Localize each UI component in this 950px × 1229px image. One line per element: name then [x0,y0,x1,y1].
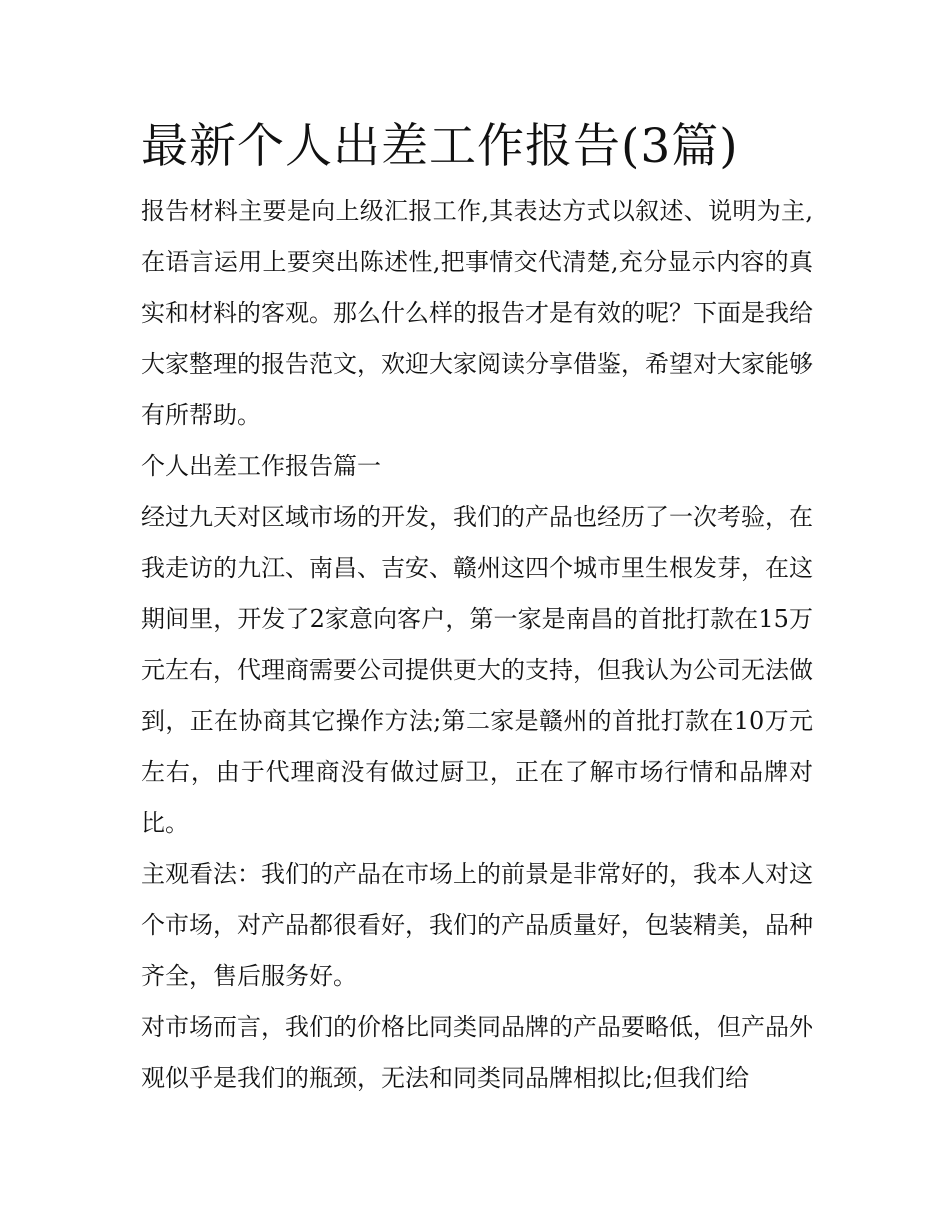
document-body [141,118,813,1104]
intro-paragraph: 报告材料主要是向上级汇报工作,其表达方式以叙述、说明为主,在语言运用上要突出陈述性,把事情交代清楚,充分显示内容的真实和材料的客观。那么什么样的报告才是有效的呢？下面是我给大家整理的报告范文，欢迎大家阅读分享借鉴，希望对大家能够有所帮助。 [141,197,813,429]
body-paragraph-2: 主观看法：我们的产品在市场上的前景是非常好的，我本人对这个市场，对产品都很看好，我们的产品质量好，包装精美，品种齐全，售后服务好。 [141,860,813,990]
document-title: 最新个人出差工作报告(3篇) [141,119,739,174]
section-heading: 个人出差工作报告篇一 [141,452,381,480]
body-paragraph-1: 经过九天对区域市场的开发，我们的产品也经历了一次考验，在我走访的九江、南昌、吉安、赣州这四个城市里生根发芽，在这期间里，开发了2家意向客户，第一家是南昌的首批打款在15万元左右，代理商需要公司提供更大的支持，但我认为公司无法做到，正在协商其它操作方法;第二家是赣州的首批打款在10万元左右，由于代理商没有做过厨卫，正在了解市场行情和品牌对比。 [141,503,813,837]
body-paragraph-3: 对市场而言，我们的价格比同类同品牌的产品要略低，但产品外观似乎是我们的瓶颈，无法和同类同品牌相拟比;但我们给 [141,1013,813,1092]
